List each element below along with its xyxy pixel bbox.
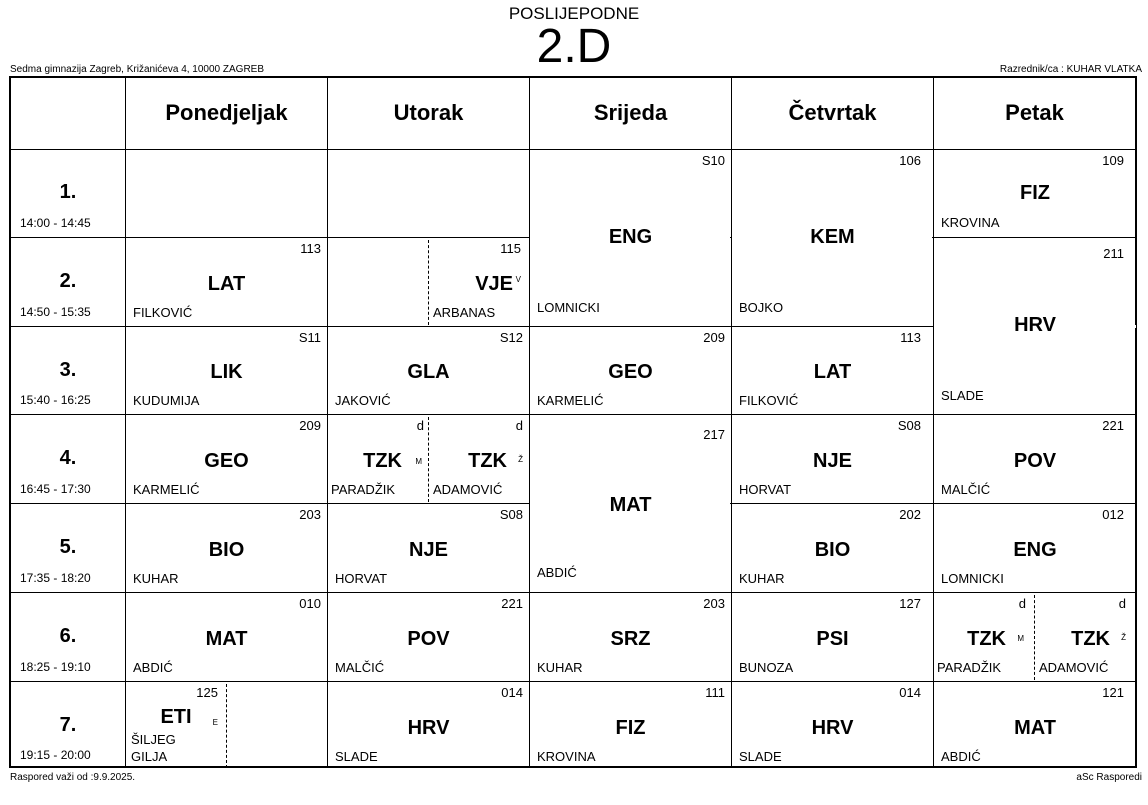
room-number: 121 [1102, 685, 1124, 700]
teacher-name: ABDIĆ [941, 749, 981, 764]
room-number: d [515, 418, 523, 433]
subject-code: VJE [475, 273, 513, 295]
teacher-name: ŠILJEG [131, 732, 176, 747]
room-number: 203 [299, 507, 321, 522]
group-mark: V [515, 275, 521, 284]
teacher-name: ABDIĆ [133, 660, 173, 675]
teacher-name: PARADŽIK [937, 660, 1002, 675]
room-number: S08 [499, 507, 523, 522]
lesson-cell[interactable] [1035, 593, 1136, 681]
teacher-name: PARADŽIK [331, 482, 396, 497]
lesson-cell[interactable] [732, 415, 933, 503]
group-divider [226, 684, 227, 768]
room-number: 127 [899, 596, 921, 611]
subject-code: MAT [609, 494, 652, 516]
lesson-cell[interactable] [732, 327, 933, 414]
subject-code: HRV [1014, 314, 1056, 336]
subject-code: TZK [468, 450, 507, 472]
room-number: 221 [501, 596, 523, 611]
teacher-name: SLADE [739, 749, 782, 764]
room-number: 010 [299, 596, 321, 611]
room-number: S10 [701, 153, 725, 168]
teacher-name: LOMNICKI [537, 300, 600, 315]
day-header-monday: Ponedjeljak [165, 99, 288, 125]
teacher-name: FILKOVIĆ [739, 393, 799, 408]
day-header-friday: Petak [1005, 99, 1064, 125]
subject-code: LAT [207, 273, 246, 295]
lesson-cell[interactable] [530, 415, 731, 592]
teacher-name: MALČIĆ [941, 482, 991, 497]
teacher-name: HORVAT [739, 482, 792, 497]
subject-code: ENG [608, 226, 653, 248]
lesson-cell[interactable] [530, 150, 731, 326]
lesson-cell[interactable] [934, 238, 1136, 414]
room-number: S08 [897, 418, 921, 433]
subject-code: GEO [204, 450, 249, 472]
teacher-name: ABDIĆ [537, 565, 577, 580]
lesson-cell[interactable] [732, 150, 933, 326]
period-number: 5. [59, 536, 77, 558]
school-address: Sedma gimnazija Zagreb, Križanićeva 4, 10000 ZAGREB [10, 64, 265, 75]
group-mark: Ž [1121, 633, 1126, 642]
teacher-name: SLADE [335, 749, 378, 764]
room-number: 113 [300, 241, 321, 256]
subject-code: MAT [205, 628, 248, 650]
period-time: 18:25 - 19:10 [20, 660, 91, 674]
teacher-name: SLADE [941, 388, 984, 403]
teacher-name: KUHAR [739, 571, 785, 586]
period-number: 4. [59, 447, 77, 469]
subject-code: ETI [160, 706, 192, 728]
subject-code: GEO [608, 361, 653, 383]
room-number: 012 [1102, 507, 1124, 522]
lesson-cell[interactable] [429, 238, 527, 326]
room-number: 203 [703, 596, 725, 611]
room-number: 109 [1102, 153, 1124, 168]
teacher-name: FILKOVIĆ [133, 305, 193, 320]
period-number: 1. [59, 181, 77, 203]
period-time: 14:50 - 15:35 [20, 305, 91, 319]
room-number: S12 [499, 330, 523, 345]
lesson-cell[interactable] [934, 504, 1136, 592]
teacher-name: BOJKO [739, 300, 784, 315]
shift-label: POSLIJEPODNE [508, 4, 640, 23]
lesson-cell[interactable] [934, 682, 1136, 768]
subject-code: LIK [210, 361, 243, 383]
subject-code: FIZ [615, 717, 646, 739]
lesson-cell[interactable] [328, 504, 529, 592]
lesson-cell[interactable] [328, 327, 529, 414]
teacher-name: ADAMOVIĆ [1039, 660, 1109, 675]
lesson-cell[interactable] [530, 327, 731, 414]
period-number: 7. [59, 714, 77, 736]
subject-code: FIZ [1020, 182, 1050, 204]
lesson-cell[interactable] [126, 682, 226, 768]
period-time: 19:15 - 20:00 [20, 748, 91, 762]
lesson-cell[interactable] [126, 415, 327, 503]
brand-label: aSc Rasporedi [1076, 772, 1142, 783]
day-header-thursday: Četvrtak [788, 99, 877, 125]
lesson-cell[interactable] [328, 593, 529, 681]
lesson-cell[interactable] [429, 415, 529, 503]
teacher-name: BUNOZA [739, 660, 794, 675]
subject-code: BIO [814, 539, 851, 561]
lesson-cell[interactable] [328, 415, 428, 503]
room-number: 125 [196, 685, 218, 700]
subject-code: SRZ [610, 628, 651, 650]
subject-code: TZK [967, 628, 1006, 650]
lesson-cell[interactable] [126, 238, 327, 326]
room-number: 221 [1102, 418, 1124, 433]
day-header-tuesday: Utorak [393, 99, 464, 125]
subject-code: ENG [1013, 539, 1057, 561]
teacher-name: KARMELIĆ [133, 482, 200, 497]
subject-code: PSI [816, 628, 849, 650]
room-number: 115 [500, 241, 521, 256]
subject-code: POV [407, 628, 450, 650]
valid-from-note: Raspored važi od :9.9.2025. [10, 772, 136, 783]
teacher-name: KROVINA [537, 749, 596, 764]
period-time: 17:35 - 18:20 [20, 571, 91, 585]
lesson-cell[interactable] [328, 682, 529, 768]
teacher-name: KUHAR [133, 571, 179, 586]
room-number: 211 [1103, 246, 1124, 261]
lesson-cell[interactable] [732, 593, 933, 681]
group-mark: Ž [518, 455, 523, 464]
subject-code: TZK [1071, 628, 1110, 650]
subject-code: NJE [409, 539, 448, 561]
form-teacher: Razrednik/ca : KUHAR VLATKA [999, 64, 1142, 75]
teacher-name: KUDUMIJA [133, 393, 200, 408]
teacher-name: JAKOVIĆ [335, 393, 391, 408]
subject-code: TZK [363, 450, 402, 472]
period-time: 16:45 - 17:30 [20, 482, 91, 496]
room-number: d [416, 418, 424, 433]
subject-code: GLA [407, 361, 450, 383]
lesson-cell[interactable] [934, 150, 1136, 237]
room-number: 106 [899, 153, 921, 168]
teacher-name: GILJA [131, 749, 168, 764]
period-number: 2. [59, 270, 77, 292]
group-mark: M [415, 457, 422, 466]
lesson-cell[interactable] [934, 415, 1136, 503]
class-name: 2.D [536, 20, 612, 73]
teacher-name: ADAMOVIĆ [433, 482, 503, 497]
subject-code: LAT [813, 361, 852, 383]
teacher-name: ARBANAS [433, 305, 496, 320]
subject-code: HRV [811, 717, 854, 739]
period-time: 14:00 - 14:45 [20, 216, 91, 230]
subject-code: HRV [407, 717, 450, 739]
subject-code: NJE [813, 450, 852, 472]
room-number: S11 [298, 330, 321, 345]
room-number: 217 [703, 427, 725, 442]
room-number: 014 [899, 685, 921, 700]
day-header-wednesday: Srijeda [593, 99, 668, 125]
room-number: 202 [899, 507, 921, 522]
room-number: 111 [705, 685, 725, 700]
teacher-name: KUHAR [537, 660, 583, 675]
teacher-name: KROVINA [941, 215, 1000, 230]
lesson-cell[interactable] [530, 682, 731, 768]
subject-code: BIO [208, 539, 245, 561]
room-number: d [1118, 596, 1126, 611]
period-number: 3. [59, 359, 77, 381]
subject-code: MAT [1014, 717, 1056, 739]
lesson-cell[interactable] [126, 327, 327, 414]
teacher-name: MALČIĆ [335, 660, 385, 675]
room-number: 209 [703, 330, 725, 345]
subject-code: KEM [810, 226, 855, 248]
teacher-name: HORVAT [335, 571, 388, 586]
lesson-cell[interactable] [126, 593, 327, 681]
teacher-name: LOMNICKI [941, 571, 1004, 586]
group-mark: M [1017, 634, 1024, 643]
room-number: 209 [299, 418, 321, 433]
lesson-cell[interactable] [934, 593, 1034, 681]
period-number: 6. [59, 625, 77, 647]
subject-code: POV [1013, 450, 1057, 472]
period-time: 15:40 - 16:25 [20, 393, 91, 407]
lesson-cell[interactable] [732, 504, 933, 592]
group-mark: E [212, 718, 218, 727]
room-number: 113 [900, 330, 921, 345]
lesson-cell[interactable] [732, 682, 933, 768]
room-number: d [1018, 596, 1026, 611]
lesson-cell[interactable] [126, 504, 327, 592]
teacher-name: KARMELIĆ [537, 393, 604, 408]
lesson-cell[interactable] [530, 593, 731, 681]
room-number: 014 [501, 685, 523, 700]
